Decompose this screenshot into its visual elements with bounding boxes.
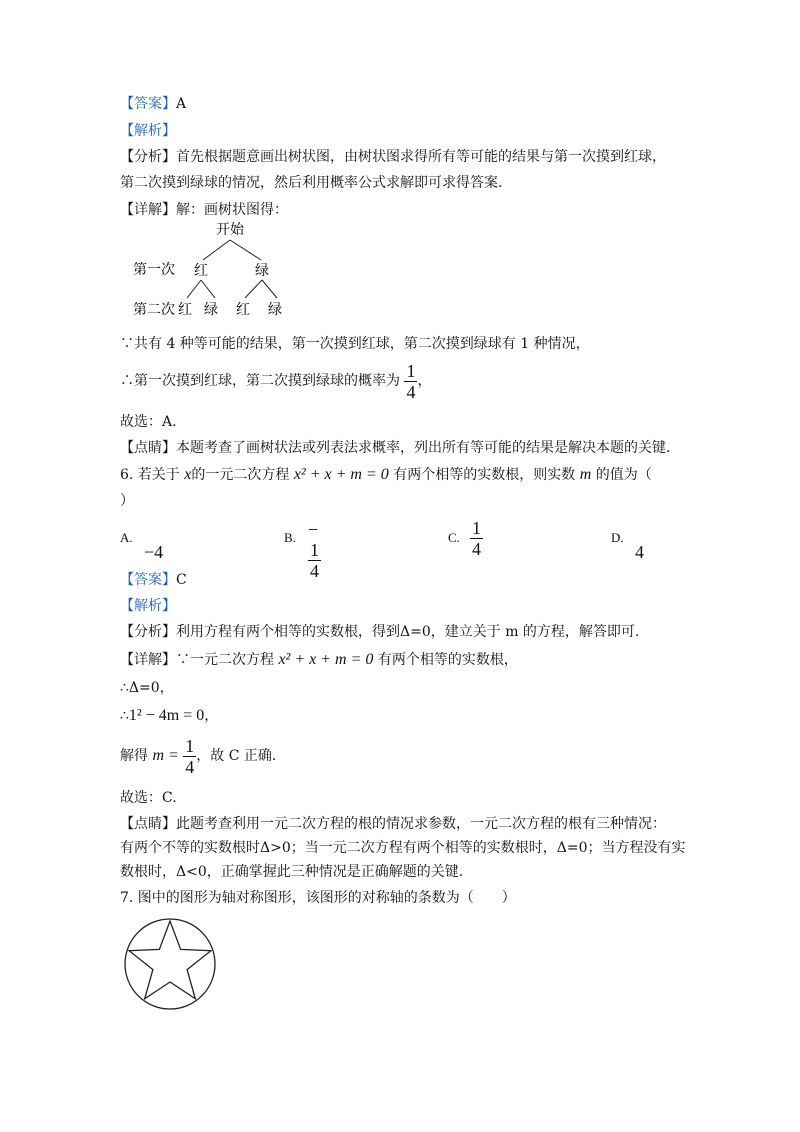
comment-text: 此题考查利用一元二次方程的根的情况求参数，一元二次方程的根有三种情况： bbox=[176, 816, 666, 832]
step3-lhs: m = bbox=[152, 747, 179, 764]
q6-answer-line bbox=[120, 570, 187, 590]
frac-denominator: 4 bbox=[472, 539, 481, 559]
q5-analysis-line bbox=[120, 121, 176, 141]
therefore-text: ∴第一次摸到红球，第二次摸到绿球的概率为 bbox=[120, 373, 400, 389]
q6-comment-line3: 数根时，Δ<0，正确掌握此三种情况是正确解题的关键. bbox=[120, 864, 464, 880]
detail-tag: 【详解】 bbox=[120, 202, 176, 218]
q5-because-line: ∵共有 4 种等可能的结果，第一次摸到红球，第二次摸到绿球有 1 种情况， bbox=[120, 336, 590, 352]
tree-root: 开始 bbox=[216, 222, 244, 238]
tree-diagram bbox=[125, 218, 305, 324]
tree-edge bbox=[262, 280, 277, 298]
tree-edge bbox=[203, 240, 230, 260]
stem-end: 的值为（ bbox=[595, 467, 652, 483]
fenxi-tag: 【分析】 bbox=[120, 149, 176, 165]
tree-leaf-red: 红 bbox=[178, 302, 192, 318]
option-value bbox=[470, 518, 483, 559]
figure-star bbox=[129, 921, 211, 999]
comment-tag: 【点睛】 bbox=[120, 816, 176, 832]
detail-tag: 【详解】 bbox=[120, 652, 176, 668]
q6-comment-line1 bbox=[120, 814, 666, 834]
q6-stem-line bbox=[120, 465, 652, 485]
var-x: x bbox=[184, 466, 192, 483]
comment-text: 本题考查了画树状法或列表法求概率，列出所有等可能的结果是解决本题的关键. bbox=[176, 440, 671, 456]
q5-comment-line bbox=[120, 438, 670, 458]
analysis-tag: 【解析】 bbox=[120, 598, 176, 614]
minus-sign: − bbox=[308, 519, 319, 540]
step3-fraction bbox=[183, 736, 196, 777]
frac-numerator: 1 bbox=[185, 735, 195, 756]
q5-fenxi-line2: 第二次摸到绿球的情况，然后利用概率公式求解即可求得答案. bbox=[120, 175, 503, 191]
tree-edge bbox=[187, 280, 201, 298]
tree-leaf-green: 绿 bbox=[204, 302, 218, 318]
q5-answer-line bbox=[120, 94, 186, 114]
detail-text: 解：画树状图得： bbox=[176, 202, 288, 218]
comment-tag: 【点睛】 bbox=[120, 440, 176, 456]
detail-equation: x² + x + m = 0 bbox=[278, 651, 374, 668]
option-label: C. bbox=[448, 530, 460, 545]
step2-suffix: ， bbox=[204, 708, 219, 724]
detail-prefix: ∵一元二次方程 bbox=[176, 652, 274, 668]
q5-detail-line bbox=[120, 200, 288, 220]
option-fraction bbox=[470, 518, 483, 559]
step2-prefix: ∴ bbox=[120, 708, 129, 724]
q6-choose-line: 故选：C. bbox=[120, 790, 177, 806]
q7-stem-line: 7. 图中的图形为轴对称图形，该图形的对称轴的条数为（ ） bbox=[120, 890, 516, 906]
stem-suffix: 有两个相等的实数根，则实数 bbox=[393, 467, 576, 483]
answer-tag: 【答案】 bbox=[120, 572, 176, 588]
stem-prefix: 6. 若关于 bbox=[120, 467, 180, 483]
star-in-circle-figure bbox=[122, 916, 222, 1012]
probability-fraction bbox=[404, 361, 417, 402]
q6-detail-line bbox=[120, 650, 518, 670]
option-value bbox=[308, 518, 321, 581]
frac-denominator: 4 bbox=[310, 561, 319, 582]
equation: x² + x + m = 0 bbox=[293, 466, 389, 483]
tree-edge bbox=[245, 280, 262, 298]
stem-mid: 的一元二次方程 bbox=[191, 467, 290, 483]
option-fraction bbox=[308, 540, 321, 581]
answer-value: A bbox=[176, 96, 187, 112]
frac-denominator: 4 bbox=[185, 756, 195, 777]
q6-step2 bbox=[120, 706, 218, 726]
option-label: A. bbox=[120, 530, 133, 545]
frac-numerator: 1 bbox=[406, 360, 416, 381]
q6-step1: ∴Δ=0， bbox=[120, 680, 174, 696]
tree-node-green: 绿 bbox=[255, 263, 269, 279]
detail-suffix: 有两个相等的实数根， bbox=[377, 652, 518, 668]
tree-level2-label: 第二次 bbox=[133, 302, 175, 318]
answer-value: C bbox=[176, 572, 187, 588]
q6-analysis-line bbox=[120, 596, 176, 616]
option-label: B. bbox=[284, 530, 296, 545]
step3-suffix: ，故 C 正确. bbox=[196, 748, 277, 764]
frac-denominator: 4 bbox=[406, 381, 416, 402]
tree-level1-label: 第一次 bbox=[133, 262, 175, 278]
q6-fenxi-line bbox=[120, 622, 639, 642]
step2-expr: 1² − 4m = 0 bbox=[128, 707, 205, 724]
comma: ， bbox=[417, 373, 432, 389]
frac-numerator: 1 bbox=[310, 540, 319, 561]
fenxi-text: 首先根据题意画出树状图，由树状图求得所有等可能的结果与第一次摸到红球， bbox=[176, 149, 666, 165]
q6-step3 bbox=[120, 733, 276, 779]
analysis-tag: 【解析】 bbox=[120, 123, 176, 139]
q5-therefore-line bbox=[120, 358, 431, 404]
q6-comment-line2: 有两个不等的实数根时Δ>0；当一元二次方程有两个相等的实数根时，Δ=0；当方程没有实 bbox=[120, 840, 686, 856]
tree-edge bbox=[230, 240, 261, 260]
tree-edge bbox=[201, 280, 215, 298]
q5-fenxi-line1 bbox=[120, 147, 666, 167]
frac-numerator: 1 bbox=[472, 518, 481, 538]
answer-tag: 【答案】 bbox=[120, 96, 176, 112]
tree-leaf-red: 红 bbox=[236, 302, 250, 318]
figure-circle bbox=[125, 919, 215, 1009]
var-m: m bbox=[579, 466, 592, 483]
step3-prefix: 解得 bbox=[120, 748, 148, 764]
option-value: −4 bbox=[144, 542, 164, 562]
option-value: 4 bbox=[635, 542, 644, 562]
q5-choose-line: 故选：A. bbox=[120, 414, 177, 430]
option-label: D. bbox=[611, 530, 624, 545]
tree-leaf-green: 绿 bbox=[268, 302, 282, 318]
fenxi-tag: 【分析】 bbox=[120, 624, 176, 640]
tree-node-red: 红 bbox=[194, 263, 208, 279]
q6-stem-close: ） bbox=[120, 493, 134, 509]
fenxi-text: 利用方程有两个相等的实数根，得到Δ=0，建立关于 m 的方程，解答即可. bbox=[176, 624, 640, 640]
